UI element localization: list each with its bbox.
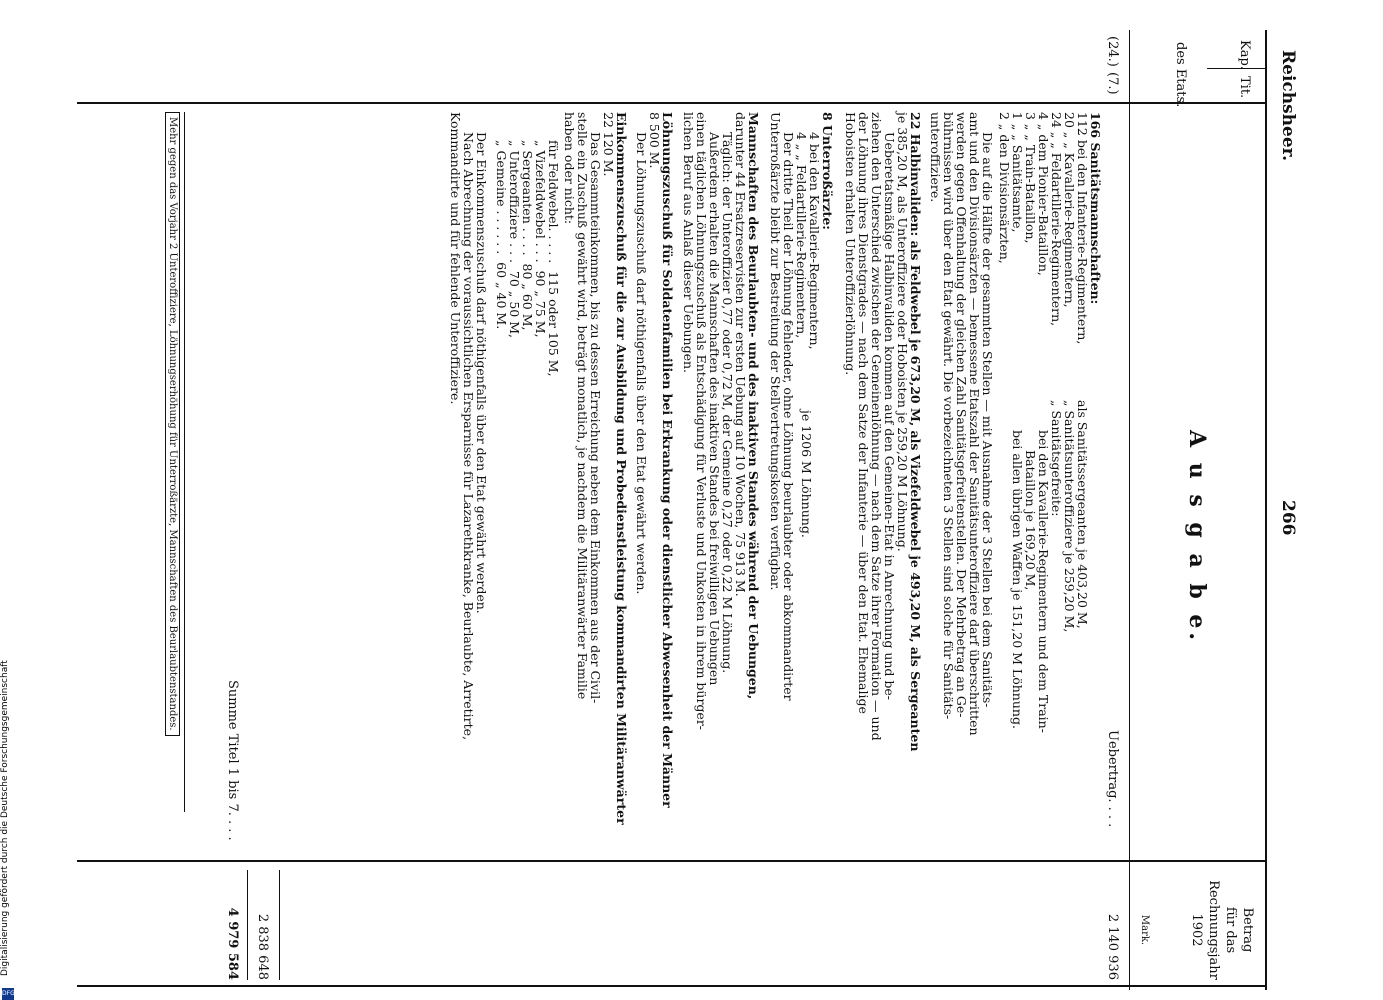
brace-line: „ Sanitätsunteroffiziere je 259,20 M, <box>1062 400 1077 633</box>
list-line: 1 „ „ Sanitätsamte, <box>1010 112 1025 233</box>
para-line: unteroffiziere. <box>928 112 943 203</box>
para-line: Der Einkommenszuschuß darf nöthigenfalls über den Etat gewährt werden. <box>474 132 489 614</box>
table-row: „ Gemeine . . . . . . 60 „ 40 M. <box>494 140 509 330</box>
para-line: 8 500 M. <box>647 112 662 169</box>
rotated-ledger-sheet <box>70 30 1300 990</box>
brace-line: Bataillon je 169,20 M, <box>1023 450 1038 591</box>
table-row: „ Unteroffiziere . . . 70 „ 50 M, <box>507 140 522 338</box>
para-line: Kommandirte und für fehlende Unteroffiziere. <box>448 112 463 405</box>
table-row: „ Vizefeldwebel . . . 90 „ 75 M, <box>533 140 548 338</box>
para-line: 22 120 M. <box>601 112 616 177</box>
footnote-rule <box>184 112 185 812</box>
para-line: werden gegen Offenhaltung der gleichen Zahl Sanitätsgefreitenstellen. Der Mehrbetrag an Ge- <box>954 112 969 718</box>
list-line: 4 „ dem Pionier-Bataillon, <box>1036 112 1051 276</box>
list-line: 20 „ „ Kavallerie-Regimentern, <box>1062 112 1077 308</box>
list-line: 166 Sanitätsmannschaften: <box>1088 112 1103 305</box>
kap-value: (24.) <box>1105 36 1120 67</box>
para-line: 22 Halbinvaliden: als Feldwebel je 673,20 M, als Vizefeldwebel je 493,20 M, als Sergeanten <box>908 112 923 752</box>
paragraph-beurlaubte <box>682 112 760 730</box>
list-line: 24 „ „ Feldartillerie-Regimentern, <box>1049 112 1064 327</box>
section-title: A u s g a b e. <box>1184 430 1210 645</box>
paragraph-halbinvaliden <box>844 112 922 751</box>
amount-column-divider <box>77 860 1267 862</box>
col-mark: Mark. <box>1139 914 1150 946</box>
para-line: Löhnungszuschuß für Soldatenfamilien bei Erkrankung oder dienstlicher Abwesenheit der Männer <box>660 112 675 808</box>
para-line: Das Gesammteinkommen, bis zu dessen Erreichung neben dem Einkommen aus der Civil- <box>588 132 603 704</box>
para-line: Die auf die Hälfte der gesammten Stellen — mit Ausnahme der 3 Stellen bei dem Sanitäts- <box>980 132 995 708</box>
list-line: 3 „ „ Train-Bataillon, <box>1023 112 1038 244</box>
col-rechnungsjahr: Rechnungsjahr <box>1206 880 1221 980</box>
col-tit-label: Tit. <box>1237 76 1252 99</box>
para-line: amt und den Divisionsärzten — bemessene Etatszahl der Sanitätsunteroffiziere darf überschritten <box>967 112 982 736</box>
para-line: ziehen den Unterschied zwischen der Gemeinenlöhnung — nach dem Satze ihrer Formation — und <box>869 112 884 741</box>
rates-table <box>495 140 560 377</box>
col-etats-label: des Etats. <box>1173 42 1188 108</box>
col-kap-label: Kap. <box>1237 40 1252 70</box>
summe-label: Summe Titel 1 bis 7. . . . <box>225 680 240 841</box>
top-rule <box>1265 30 1267 990</box>
para-line: Nach Abrechnung der voraussichtlichen Ersparnisse für Lazarethkranke, Beurlaubte, Arretirte, <box>461 132 476 741</box>
brace-line: bei allen übrigen Waffen je 151,20 M Löhnung. <box>1010 430 1025 729</box>
col-betrag: Betrag <box>1240 907 1255 953</box>
paragraph-abrechnung <box>449 112 488 740</box>
paragraph-unterrossaerzte <box>769 112 834 701</box>
brace-line: als Sanitätssergeanten je 403,20 M, <box>1075 400 1090 629</box>
running-title: Reichsheer. <box>1278 50 1298 161</box>
uebertrag-amount: 2 140 936 <box>1105 913 1120 980</box>
para-line: Der Löhnungszuschuß darf nöthigenfalls über den Etat gewährt werden. <box>634 132 649 595</box>
sanitaets-list <box>998 112 1102 344</box>
para-line: 4 bei den Kavallerie-Regimentern, <box>807 132 822 350</box>
para-line: bührnissen wird über den Etat gewährt. Die vorbezeichneten 3 Stellen sind solche für Sanitäts- <box>941 112 956 720</box>
header-bottom-rule <box>1129 30 1130 990</box>
para-line: Einkommenszuschuß für die zur Ausbildung und Probedienstleistung kommandirten Militäranwärter <box>614 112 629 825</box>
table-row: für Feldwebel. . . . . 115 oder 105 M, <box>546 140 561 377</box>
para-line: Unterroßärzte bleibt zur Bestreitung der Stellvertretungskosten verfügbar. <box>768 112 783 591</box>
para-line: haben oder nicht: <box>562 112 577 225</box>
para-line: darunter 44 Ersatzreservisten zur ersten Uebung auf 10 Wochen, 75 913 M. <box>733 112 748 597</box>
list-line: 2 „ den Divisionsärzten, <box>997 112 1012 264</box>
sum-rule <box>247 870 248 980</box>
para-line: der Löhnung ihres Dienstgrades — nach dem Satze der Infanterie — über den Etat. Ehemalige <box>856 112 871 714</box>
page-number: 266 <box>1278 500 1298 536</box>
para-line: Außerdem erhalten die Mannschaften des inaktiven Standes bei freiwilligen Uebungen <box>707 132 722 686</box>
subtotal-amount: 2 838 648 <box>255 913 270 980</box>
uebertrag-label: Uebertrag. . . . <box>1105 730 1120 828</box>
digitization-credit: Digitalisierung gefördert durch die Deutsche Forschungsgemeinschaft <box>0 660 10 976</box>
para-line: 8 Unterroßärzte: <box>820 112 835 230</box>
table-row: „ Sergeanten . . . . 80 „ 60 M, <box>520 140 535 331</box>
paragraph-militaeranwaerter <box>563 112 628 825</box>
paragraph-sanitaet-note <box>929 112 994 736</box>
para-line: einen täglichen Löhnungszuschuß als Entschädigung für Verluste und Unkosten in ihrem bürger- <box>694 112 709 731</box>
para-line: stelle ein Zuschuß gewährt wird, beträgt monatlich, je nachdem die Militäranwärter Familie <box>575 112 590 700</box>
list-line: 112 bei den Infanterie-Regimentern, <box>1075 112 1090 345</box>
col-year: 1902 <box>1189 913 1204 947</box>
para-line: Der dritte Theil der Löhnung fehlender, ohne Löhnung beurlaubter oder abkommandirter <box>781 132 796 701</box>
right-border <box>77 985 1267 987</box>
dfg-logo: DFG <box>2 988 14 1000</box>
footnote-box: Mehr gegen das Vorjahr 2 Unteroffiziere, Löhnungserhöhung für Unterroßärzte, Mannschaften des Beurlaubtenstandes. <box>165 112 180 736</box>
tit-value: (7.) <box>1105 72 1120 95</box>
sanitaets-rates-brace <box>1011 400 1089 733</box>
summe-amount: 4 979 584 <box>225 907 240 980</box>
para-line: 4 „ „ Feldartillerie-Regimentern, <box>794 132 809 339</box>
para-line: lichen Beruf aus Anlaß dieser Uebungen. <box>681 112 696 374</box>
brace-line: bei den Kavallerie-Regimentern und dem Train- <box>1036 430 1051 733</box>
brace-line: „ Sanitätsgefreite: <box>1049 400 1064 517</box>
paragraph-soldatenfamilien <box>635 112 674 808</box>
para-line: Hoboisten erhalten Unteroffizierlöhnung. <box>843 112 858 376</box>
para-line: Mannschaften des Beurlaubten- und des inaktiven Standes während der Uebungen, <box>746 112 761 700</box>
subtotal-rule <box>279 870 280 980</box>
col-fuer-das: für das <box>1223 906 1238 954</box>
kap-tit-divider <box>77 102 1267 104</box>
para-line: Ueberetatsmäßige Halbinvaliden kommen auf den Gemeinen-Etat in Anrechnung und be- <box>882 132 897 701</box>
para-line: je 385,20 M, als Unteroffiziere oder Hoboisten je 259,20 M Löhnung. <box>895 112 910 552</box>
para-line: Täglich: der Unteroffizier 0,77 oder 0,72 M, der Gemeine 0,27 oder 0,22 M Löhnung. <box>720 132 735 674</box>
unterross-rate: je 1206 M Löhnung. <box>799 410 814 538</box>
